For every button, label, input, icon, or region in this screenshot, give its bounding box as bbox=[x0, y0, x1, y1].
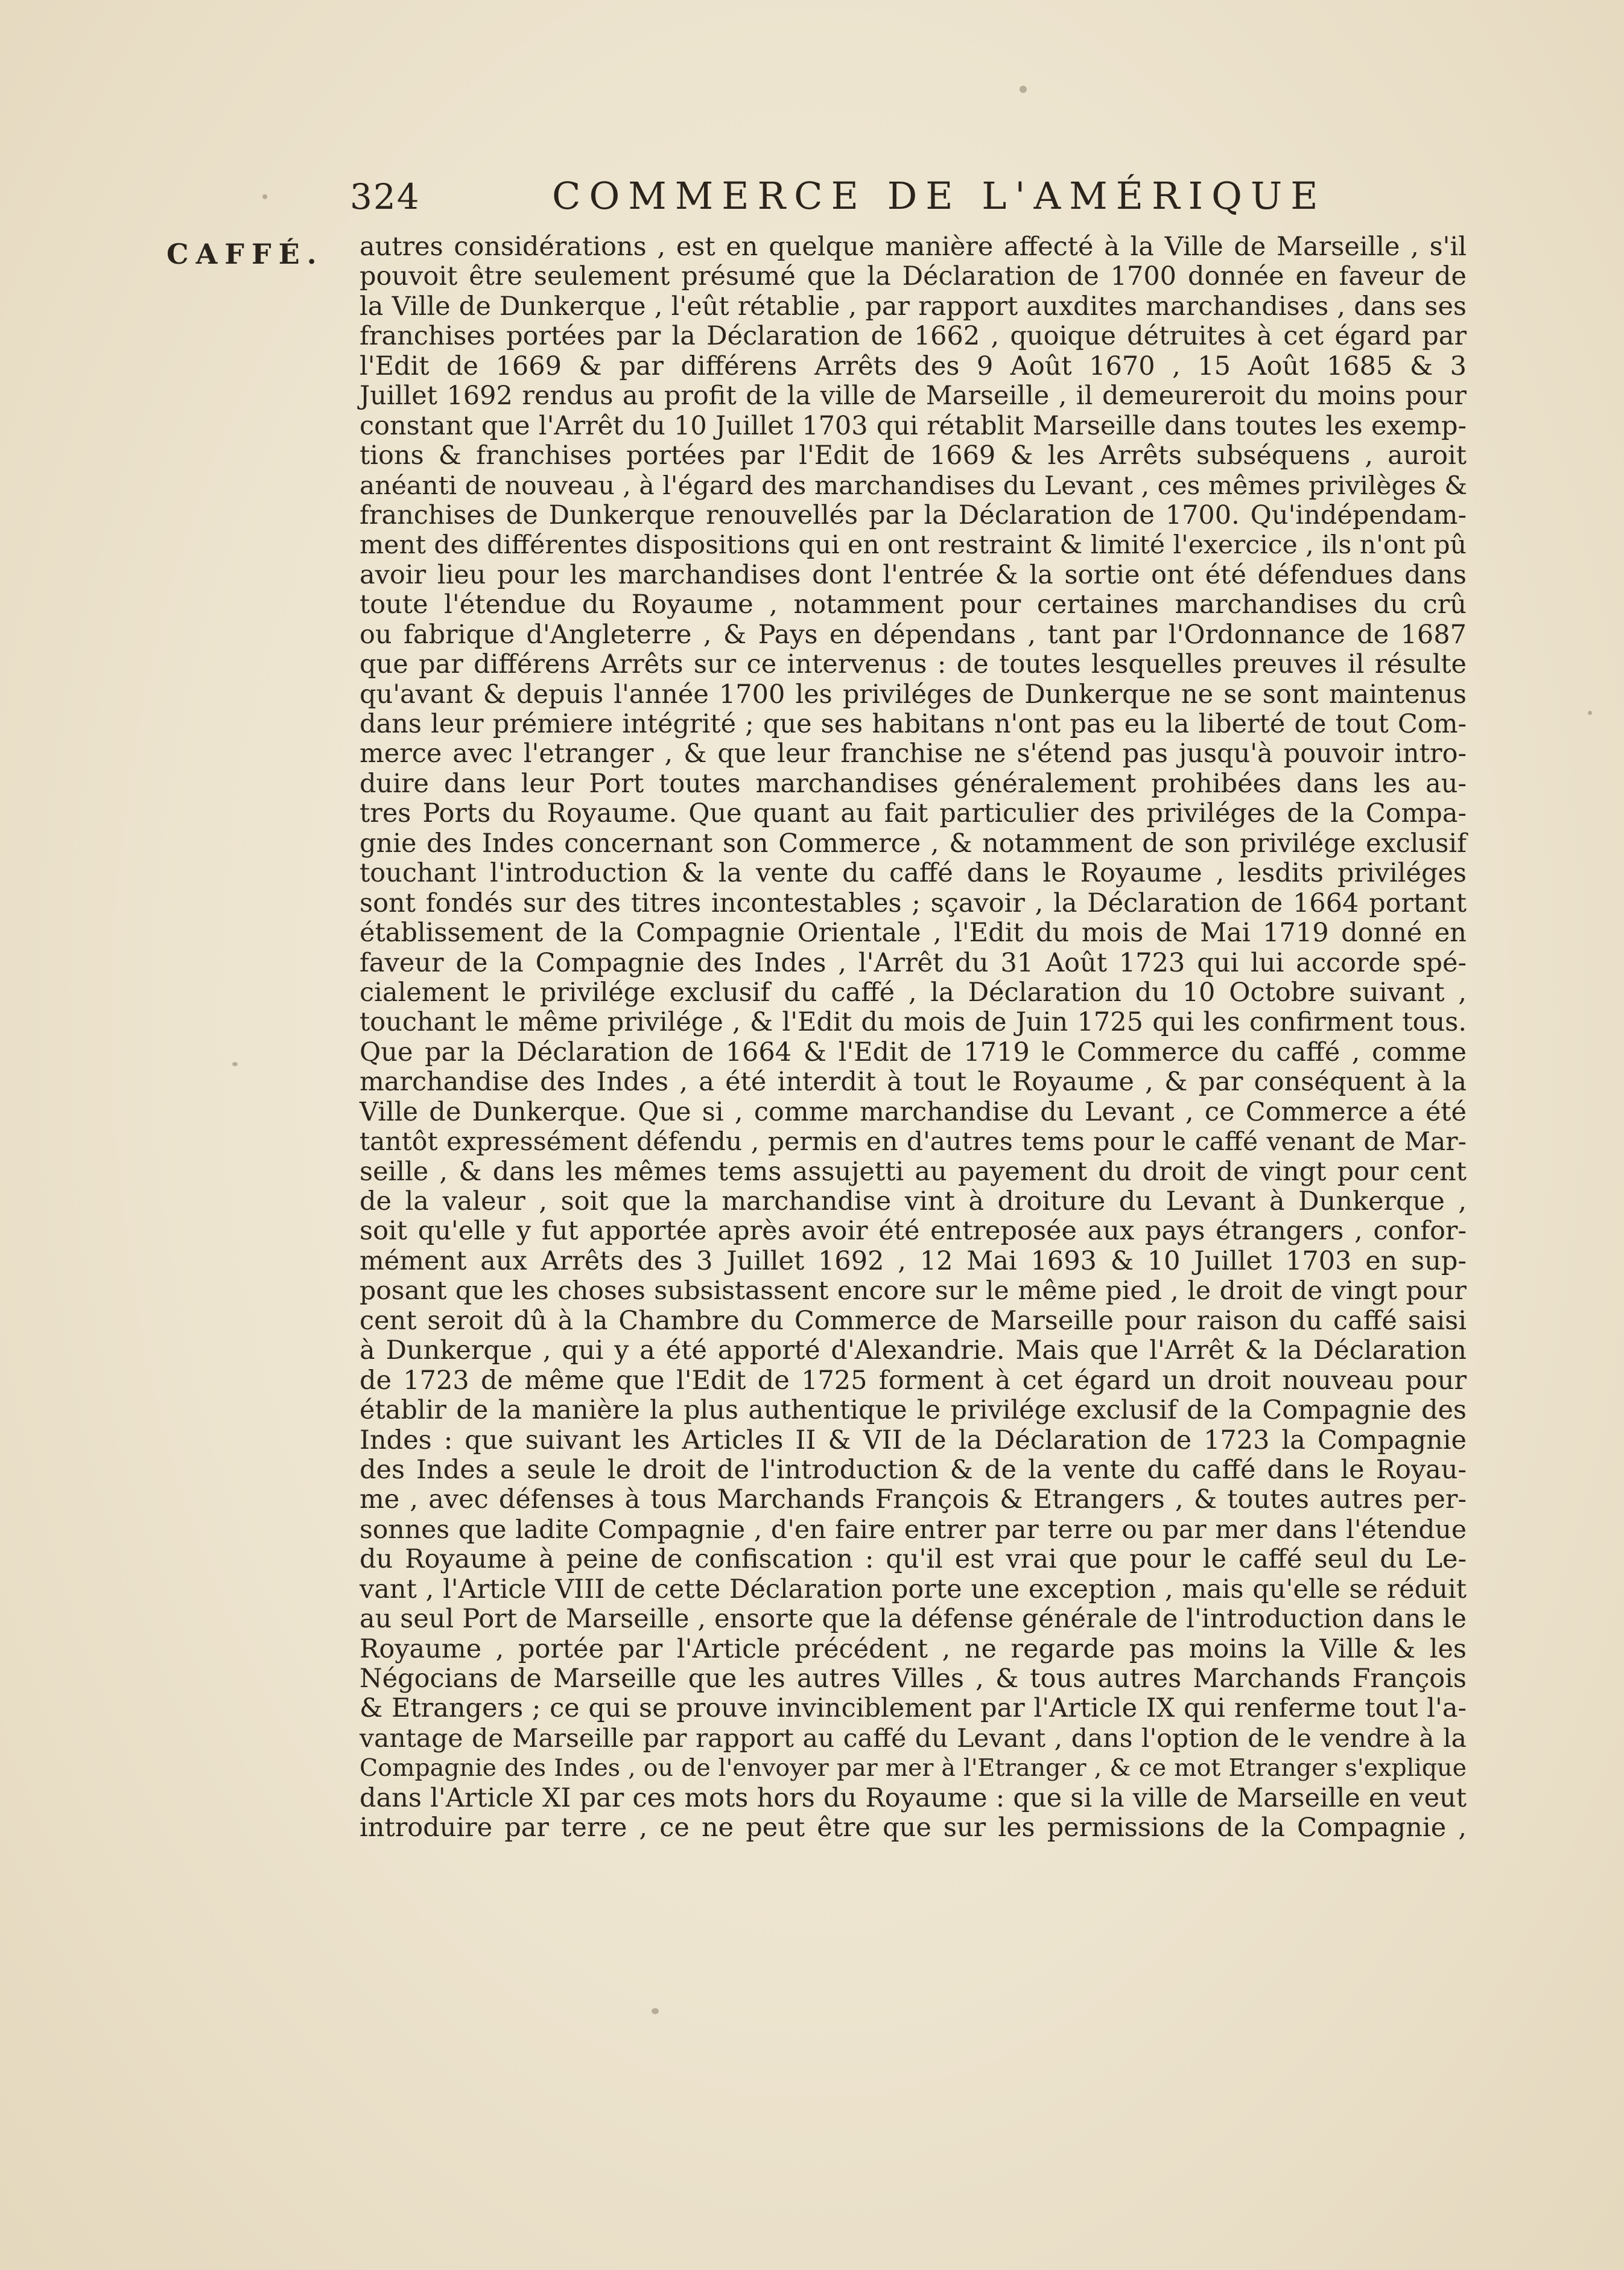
page-header bbox=[344, 170, 1327, 224]
text-line: sonnes que ladite Compagnie , d'en faire entrer par terre ou par mer dans l'étendue bbox=[360, 1515, 1467, 1545]
text-line: mément aux Arrêts des 3 Juillet 1692 , 12 Mai 1693 & 10 Juillet 1703 en sup- bbox=[360, 1245, 1467, 1276]
text-line: seille , & dans les mêmes tems assujetti au payement du droit de vingt pour cent bbox=[360, 1156, 1467, 1187]
text-line: autres considérations , est en quelque manière affecté à la Ville de Marseille , s'il bbox=[360, 232, 1467, 262]
text-line: tantôt expressément défendu , permis en d'autres tems pour le caffé venant de Mar- bbox=[360, 1127, 1467, 1157]
paper-speck bbox=[232, 1062, 238, 1066]
body-text bbox=[360, 232, 1467, 1843]
text-line: franchises de Dunkerque renouvellés par la Déclaration de 1700. Qu'indépendam- bbox=[360, 500, 1467, 530]
text-line: duire dans leur Port toutes marchandises généralement prohibées dans les au- bbox=[360, 768, 1467, 799]
text-line: l'Edit de 1669 & par différens Arrêts des 9 Août 1670 , 15 Août 1685 & 3 bbox=[360, 351, 1467, 381]
text-line: du Royaume à peine de confiscation : qu'il est vrai que pour le caffé seul du Le- bbox=[360, 1544, 1467, 1575]
running-title: COMMERCE DE L'AMÉRIQUE bbox=[552, 174, 1327, 218]
text-line: ment des différentes dispositions qui en ont restraint & limité l'exercice , ils n'ont pû bbox=[360, 530, 1467, 561]
text-line: me , avec défenses à tous Marchands François & Etrangers , & toutes autres per- bbox=[360, 1484, 1467, 1515]
text-line: vantage de Marseille par rapport au caffé du Levant , dans l'option de le vendre à la bbox=[360, 1723, 1467, 1753]
page-number: 324 bbox=[350, 176, 420, 217]
text-line: Juillet 1692 rendus au profit de la ville de Marseille , il demeureroit du moins pour bbox=[360, 381, 1467, 412]
paper-speck bbox=[262, 194, 267, 199]
text-line: toute l'étendue du Royaume , notamment pour certaines marchandises du crû bbox=[360, 590, 1467, 620]
text-line: franchises portées par la Déclaration de 1662 , quoique détruites à cet égard par bbox=[360, 321, 1467, 352]
text-line: au seul Port de Marseille , ensorte que la défense générale de l'introduction dans le bbox=[360, 1604, 1467, 1635]
text-line: faveur de la Compagnie des Indes , l'Arrêt du 31 Août 1723 qui lui accorde spé- bbox=[360, 947, 1467, 978]
text-line: constant que l'Arrêt du 10 Juillet 1703 qui rétablit Marseille dans toutes les exemp- bbox=[360, 410, 1467, 441]
text-line: établissement de la Compagnie Orientale , l'Edit du mois de Mai 1719 donné en bbox=[360, 918, 1467, 949]
text-line: de 1723 de même que l'Edit de 1725 forment à cet égard un droit nouveau pour bbox=[360, 1365, 1467, 1396]
text-line: dans l'Article XI par ces mots hors du Royaume : que si la ville de Marseille en veut bbox=[360, 1782, 1467, 1813]
text-line: merce avec l'etranger , & que leur franchise ne s'étend pas jusqu'à pouvoir intro- bbox=[360, 739, 1467, 769]
text-line: Compagnie des Indes , ou de l'envoyer par mer à l'Etranger , & ce mot Etranger s'explique bbox=[360, 1754, 1467, 1782]
text-line: soit qu'elle y fut apportée après avoir été entreposée aux pays étrangers , confor- bbox=[360, 1216, 1467, 1247]
text-line: vant , l'Article VIII de cette Déclaration porte une exception , mais qu'elle se réduit bbox=[360, 1574, 1467, 1604]
text-line: qu'avant & depuis l'année 1700 les priviléges de Dunkerque ne se sont maintenus bbox=[360, 679, 1467, 710]
text-line: sont fondés sur des titres incontestables ; sçavoir , la Déclaration de 1664 portant bbox=[360, 888, 1467, 918]
text-line: dans leur prémiere intégrité ; que ses habitans n'ont pas eu la liberté de tout Com- bbox=[360, 709, 1467, 739]
text-line: à Dunkerque , qui y a été apporté d'Alexandrie. Mais que l'Arrêt & la Déclaration bbox=[360, 1335, 1467, 1366]
paper-speck bbox=[1020, 86, 1027, 93]
text-line: introduire par terre , ce ne peut être que sur les permissions de la Compagnie , bbox=[360, 1813, 1467, 1843]
text-line: & Etrangers ; ce qui se prouve invinciblement par l'Article IX qui renferme tout l'a- bbox=[360, 1693, 1467, 1724]
text-line: Ville de Dunkerque. Que si , comme marchandise du Levant , ce Commerce a été bbox=[360, 1096, 1467, 1127]
text-line: tres Ports du Royaume. Que quant au fait particulier des priviléges de la Compa- bbox=[360, 798, 1467, 829]
text-line: Négocians de Marseille que les autres Villes , & tous autres Marchands François bbox=[360, 1664, 1467, 1694]
text-line: ou fabrique d'Angleterre , & Pays en dépendans , tant par l'Ordonnance de 1687 bbox=[360, 619, 1467, 650]
text-line: Que par la Déclaration de 1664 & l'Edit de 1719 le Commerce du caffé , comme bbox=[360, 1037, 1467, 1067]
text-line: gnie des Indes concernant son Commerce , & notamment de son privilége exclusif bbox=[360, 828, 1467, 859]
text-line: touchant le même privilége , & l'Edit du mois de Juin 1725 qui les confirment tous. bbox=[360, 1007, 1467, 1038]
text-line: Royaume , portée par l'Article précédent , ne regarde pas moins la Ville & les bbox=[360, 1633, 1467, 1664]
text-line: établir de la manière la plus authentique le privilége exclusif de la Compagnie des bbox=[360, 1395, 1467, 1426]
text-line: pouvoit être seulement présumé que la Déclaration de 1700 donnée en faveur de bbox=[360, 261, 1467, 292]
text-line: anéanti de nouveau , à l'égard des marchandises du Levant , ces mêmes privilèges & bbox=[360, 471, 1468, 501]
text-line: posant que les choses subsistassent encore sur le même pied , le droit de vingt pour bbox=[360, 1276, 1467, 1306]
text-line: cent seroit dû à la Chambre du Commerce de Marseille pour raison du caffé saisi bbox=[360, 1305, 1467, 1336]
paper-speck bbox=[652, 2008, 659, 2014]
text-line: tions & franchises portées par l'Edit de 1669 & les Arrêts subséquens , auroit bbox=[360, 440, 1467, 471]
text-line: Indes : que suivant les Articles II & VII de la Déclaration de 1723 la Compagnie bbox=[360, 1425, 1467, 1455]
text-line: touchant l'introduction & la vente du caffé dans le Royaume , lesdits priviléges bbox=[360, 858, 1467, 889]
paper-speck bbox=[1588, 711, 1592, 715]
text-line: de la valeur , soit que la marchandise vint à droiture du Levant à Dunkerque , bbox=[360, 1186, 1467, 1216]
text-line: que par différens Arrêts sur ce intervenus : de toutes lesquelles preuves il résulte bbox=[360, 649, 1467, 680]
text-line: avoir lieu pour les marchandises dont l'entrée & la sortie ont été défendues dans bbox=[360, 559, 1467, 590]
text-line: des Indes a seule le droit de l'introduction & de la vente du caffé dans le Royau- bbox=[360, 1454, 1467, 1485]
text-line: marchandise des Indes , a été interdit à tout le Royaume , & par conséquent à la bbox=[360, 1067, 1467, 1098]
text-line: cialement le privilége exclusif du caffé , la Déclaration du 10 Octobre suivant , bbox=[360, 977, 1467, 1008]
margin-note: CAFFÉ. bbox=[167, 238, 324, 270]
text-line: la Ville de Dunkerque , l'eût rétablie , par rapport auxdites marchandises , dans ses bbox=[360, 291, 1467, 322]
